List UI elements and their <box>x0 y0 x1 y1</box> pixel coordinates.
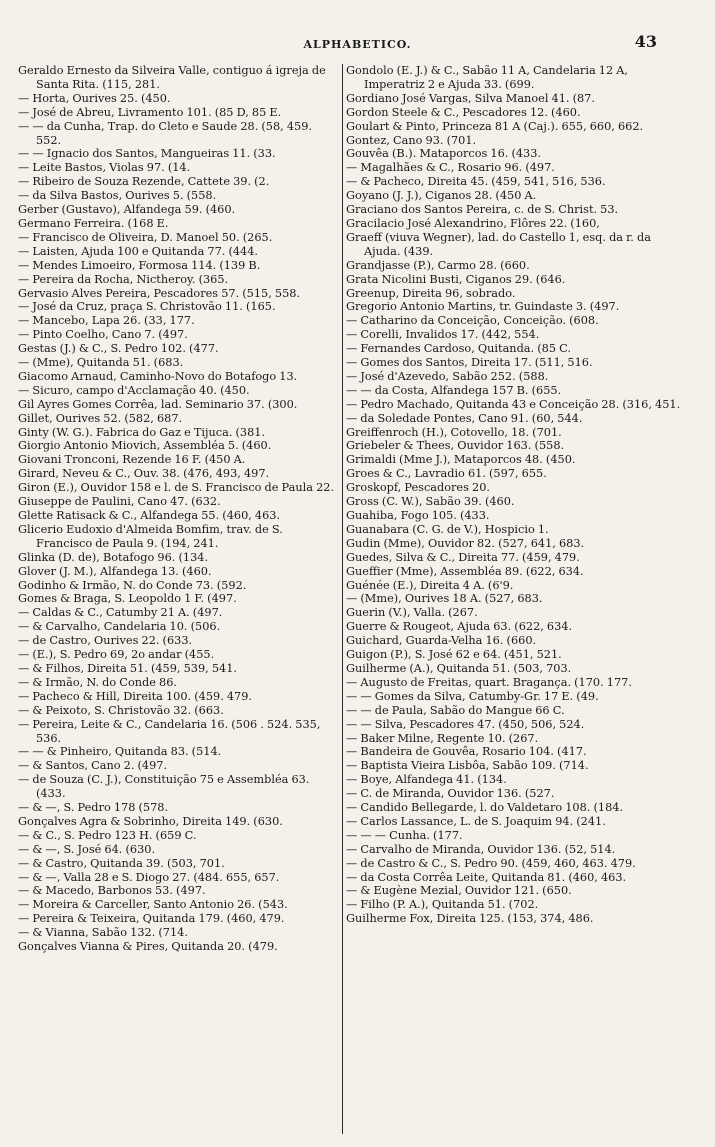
directory-entry: — — & Pinheiro, Quitanda 83. (514. <box>18 745 222 759</box>
directory-entry: Gonçalves Vianna & Pires, Quitanda 20. (479. <box>18 940 278 954</box>
directory-entry: Gondolo (E. J.) & C., Sabão 11 A, Candelaria 12 A, Imperatriz 2 e Ajuda 33. (699. <box>346 64 628 91</box>
directory-entry: — & —, S. Pedro 178 (578. <box>18 801 169 815</box>
directory-entry: Gil Ayres Gomes Corrêa, lad. Seminario 37. (300. <box>18 397 298 411</box>
directory-entry: Gomes & Braga, S. Leopoldo 1 F. (497. <box>18 592 237 606</box>
directory-entry: Goulart & Pinto, Princeza 81 A (Caj.). 655, 660, 662. <box>346 119 644 133</box>
directory-entry: Glicerio Eudoxio d'Almeida Bomfim, trav. de S. Francisco de Paula 9. (194, 241. <box>18 522 283 550</box>
directory-entry: — (Mme), Ourives 18 A. (527, 683. <box>346 592 543 606</box>
directory-entry: Glette Ratisack & C., Alfandega 55. (460, 463. <box>18 509 281 522</box>
directory-entry: — Bandeira de Gouvêa, Rosario 104. (417. <box>346 745 587 759</box>
directory-entry: — (Mme), Quitanda 51. (683. <box>18 356 184 370</box>
directory-entry: — Caldas & C., Catumby 21 A. (497. <box>18 606 223 620</box>
directory-entry: Graciano dos Santos Pereira, c. de S. Christ. 53. <box>346 203 619 217</box>
directory-entry: — Baker Milne, Regente 10. (267. <box>346 731 539 745</box>
directory-entry: Gudin (Mme), Ouvidor 82. (527, 641, 683. <box>346 536 585 550</box>
directory-entry: — & —, S. José 64. (630. <box>18 842 156 856</box>
directory-entry: — José d'Azevedo, Sabão 252. (588. <box>346 369 549 383</box>
directory-entry: — & Eugène Mezial, Ouvidor 121. (650. <box>346 884 572 898</box>
directory-entry: — Magalhães & C., Rosario 96. (497. <box>346 161 555 175</box>
page-header <box>0 32 715 56</box>
directory-entry: Gerber (Gustavo), Alfandega 59. (460. <box>18 203 236 217</box>
directory-entry: Guerin (V.), Valla. (267. <box>346 606 478 620</box>
directory-entry: — Fernandes Cardoso, Quitanda. (85 C. <box>346 342 571 356</box>
left-column <box>18 64 340 1144</box>
directory-entry: — Pereira, Leite & C., Candelaria 16. (506 . 524. 535, 536. <box>18 717 321 745</box>
directory-entry: Gillet, Ourives 52. (582, 687. <box>18 411 183 425</box>
directory-entry: — Ribeiro de Souza Rezende, Cattete 39. (2. <box>18 175 270 189</box>
directory-entry: — — da Cunha, Trap. do Cleto e Saude 28. (58, 459. 552. <box>18 119 313 147</box>
directory-entry: Gueffier (Mme), Assembléa 89. (622, 634. <box>346 564 584 578</box>
directory-entry: — Pereira & Teixeira, Quitanda 179. (460, 479. <box>18 912 285 926</box>
directory-entry: Guilherme (A.), Quitanda 51. (503, 703. <box>346 661 572 675</box>
directory-entry: Gordiano José Vargas, Silva Manoel 41. (87. <box>346 91 595 105</box>
directory-entry: — — da Costa, Alfandega 157 B. (655. <box>346 383 562 397</box>
directory-entry: — de Castro & C., S. Pedro 90. (459, 460, 463. 479. <box>346 856 636 870</box>
directory-entry: — Carlos Lassance, L. de S. Joaquim 94. (241. <box>346 814 606 828</box>
directory-entry: — José da Cruz, praça S. Christovão 11. (165. <box>18 300 276 314</box>
directory-entry: Gordon Steele & C., Pescadores 12. (460. <box>346 105 581 119</box>
directory-entry: — Boye, Alfandega 41. (134. <box>346 773 507 787</box>
directory-entry: Grandjasse (P.), Carmo 28. (660. <box>346 258 530 272</box>
directory-entry: — & Castro, Quitanda 39. (503, 701. <box>18 856 225 870</box>
directory-entry: — Francisco de Oliveira, D. Manoel 50. (265. <box>18 230 273 244</box>
directory-entry: — da Soledade Pontes, Cano 91. (60, 544. <box>346 411 583 425</box>
directory-entry: Girard, Neveu & C., Ouv. 38. (476, 493, 497. <box>18 467 270 481</box>
directory-entry: — Moreira & Carceller, Santo Antonio 26. (543. <box>18 898 288 912</box>
right-column <box>346 64 690 1144</box>
directory-entry: — Mendes Limoeiro, Formosa 114. (139 B. <box>18 258 261 272</box>
directory-entry: Gonçalves Agra & Sobrinho, Direita 149. (630. <box>18 814 283 828</box>
directory-entry: — & Filhos, Direita 51. (459, 539, 541. <box>18 661 237 675</box>
directory-entry: — Filho (P. A.), Quitanda 51. (702. <box>346 898 539 912</box>
directory-entry: Guedes, Silva & C., Direita 77. (459, 479. <box>346 550 580 564</box>
running-title: ALPHABETICO. <box>303 38 412 51</box>
directory-entry: — da Costa Corrêa Leite, Quitanda 81. (460, 463. <box>346 870 627 884</box>
directory-entry: Guigon (P.), S. José 62 e 64. (451, 521. <box>346 648 562 662</box>
directory-entry: Ginty (W. G.). Fabrica do Gaz e Tijuca. (381. <box>18 425 266 439</box>
directory-entry: — & Pacheco, Direita 45. (459, 541, 516, 536. <box>346 175 606 189</box>
directory-entry: — de Souza (C. J.), Constituição 75 e Assembléa 63. (433. <box>18 773 310 801</box>
directory-entry: Guilherme Fox, Direita 125. (153, 374, 486. <box>346 912 594 926</box>
directory-entry: Giovani Tronconi, Rezende 16 F. (450 A. <box>18 453 246 467</box>
directory-entry: — Candido Bellegarde, l. do Valdetaro 108. (184. <box>346 801 624 815</box>
directory-entry: Giacomo Arnaud, Caminho-Novo do Botafogo 13. <box>18 369 298 383</box>
directory-entry: Gregorio Antonio Martins, tr. Guindaste 3. (497. <box>346 300 620 314</box>
directory-entry: — Baptista Vieira Lisbôa, Sabão 109. (714. <box>346 759 589 773</box>
directory-entry: — Pereira da Rocha, Nictheroy. (365. <box>18 272 229 286</box>
directory-entry: — José de Abreu, Livramento 101. (85 D, 85 E. <box>18 105 282 119</box>
directory-entry: — (E.), S. Pedro 69, 2o andar (455. <box>18 648 215 662</box>
directory-entry: Geraldo Ernesto da Silveira Valle, contiguo á igreja de Santa Rita. (115, 281. <box>18 64 326 91</box>
directory-entry: — — de Paula, Sabão do Mangue 66 C. <box>346 703 565 717</box>
directory-entry: Glinka (D. de), Botafogo 96. (134. <box>18 550 209 564</box>
directory-entry: — & Macedo, Barbonos 53. (497. <box>18 884 206 898</box>
directory-entry: Guahiba, Fogo 105. (433. <box>346 509 490 522</box>
directory-entry: Gontez, Cano 93. (701. <box>346 133 477 147</box>
directory-entry: — & Carvalho, Candelaria 10. (506. <box>18 620 221 634</box>
directory-entry: — Laisten, Ajuda 100 e Quitanda 77. (444. <box>18 244 259 258</box>
directory-entry: — & Peixoto, S. Christovão 32. (663. <box>18 703 224 717</box>
directory-entry: Giorgio Antonio Miovich, Assembléa 5. (460. <box>18 439 272 453</box>
directory-entry: Giron (E.), Ouvidor 158 e l. de S. Francisco de Paula 22. <box>18 481 335 495</box>
directory-entry: Germano Ferreira. (168 E. <box>18 216 169 230</box>
directory-entry: — — Silva, Pescadores 47. (450, 506, 524. <box>346 717 585 731</box>
directory-entry: — Mancebo, Lapa 26. (33, 177. <box>18 314 195 328</box>
directory-entry: — & Vianna, Sabão 132. (714. <box>18 926 188 940</box>
directory-entry: — Pedro Machado, Quitanda 43 e Conceição 28. (316, 451. <box>346 397 681 411</box>
directory-entry: — Pinto Coelho, Cano 7. (497. <box>18 328 188 342</box>
directory-entry: — — — Cunha. (177. <box>346 828 463 842</box>
directory-entry: — & Santos, Cano 2. (497. <box>18 759 168 773</box>
directory-entry: Guerre & Rougeot, Ajuda 63. (622, 634. <box>346 620 573 634</box>
directory-entry: Gouvêa (B.). Mataporcos 16. (433. <box>346 147 542 161</box>
directory-entry: Glover (J. M.), Alfandega 13. (460. <box>18 564 212 578</box>
directory-entry: — Leite Bastos, Violas 97. (14. <box>18 161 191 175</box>
directory-entry: — & Irmão, N. do Conde 86. <box>18 675 177 689</box>
page-number: 43 <box>634 32 657 51</box>
column-divider <box>342 64 343 1134</box>
directory-entry: Guichard, Guarda-Velha 16. (660. <box>346 634 537 648</box>
directory-entry: Greenup, Direita 96, sobrado. <box>346 286 516 300</box>
directory-entry: Guanabara (C. G. de V.), Hospicio 1. <box>346 522 549 536</box>
directory-entry: — & —, Valla 28 e S. Diogo 27. (484. 655, 657. <box>18 870 280 884</box>
directory-entry: Guénée (E.), Direita 4 A. (6'9. <box>346 578 514 592</box>
directory-entry: — Horta, Ourives 25. (450. <box>18 91 171 105</box>
directory-entry: Goyano (J. J.), Ciganos 28. (450 A. <box>346 189 537 203</box>
directory-entry: Groskopf, Pescadores 20. <box>346 481 490 495</box>
directory-entry: Gestas (J.) & C., S. Pedro 102. (477. <box>18 342 219 356</box>
directory-entry: Gross (C. W.), Sabão 39. (460. <box>346 495 515 509</box>
directory-entry: — & C., S. Pedro 123 H. (659 C. <box>18 828 197 842</box>
directory-entry: — Sicuro, campo d'Acclamação 40. (450. <box>18 383 250 397</box>
directory-entry: — da Silva Bastos, Ourives 5. (558. <box>18 189 217 203</box>
directory-entry: Grata Nicolini Busti, Ciganos 29. (646. <box>346 272 566 286</box>
directory-entry: — — Gomes da Silva, Catumby-Gr. 17 E. (49. <box>346 689 599 703</box>
directory-entry: — — Ignacio dos Santos, Mangueiras 11. (33. <box>18 147 276 161</box>
directory-entry: — Augusto de Freitas, quart. Bragança. (170. 177. <box>346 675 632 689</box>
directory-entry: — de Castro, Ourives 22. (633. <box>18 634 193 648</box>
directory-entry: Griebeler & Thees, Ouvidor 163. (558. <box>346 439 565 453</box>
directory-entry: Gracilacio José Alexandrino, Flôres 22. (160, <box>346 216 600 230</box>
directory-entry: Gervasio Alves Pereira, Pescadores 57. (515, 558. <box>18 286 301 300</box>
directory-entry: — C. de Miranda, Ouvidor 136. (527. <box>346 787 555 801</box>
directory-entry: Graeff (viuva Wegner), lad. do Castello 1, esq. da r. da Ajuda. (439. <box>346 230 651 258</box>
directory-entry: Grimaldi (Mme J.), Mataporcos 48. (450. <box>346 453 576 467</box>
directory-entry: Groes & C., Lavradio 61. (597, 655. <box>346 467 547 481</box>
directory-entry: Giuseppe de Paulini, Cano 47. (632. <box>18 495 221 509</box>
directory-entry: — Catharino da Conceição, Conceição. (608. <box>346 314 599 328</box>
directory-entry: Godinho & Irmão, N. do Conde 73. (592. <box>18 578 247 592</box>
directory-entry: — Gomes dos Santos, Direita 17. (511, 516. <box>346 356 593 370</box>
directory-entry: — Pacheco & Hill, Direita 100. (459. 479. <box>18 689 253 703</box>
directory-entry: — Carvalho de Miranda, Ouvidor 136. (52, 514. <box>346 842 616 856</box>
directory-entry: Greiffenroch (H.), Cotovello, 18. (701. <box>346 425 562 439</box>
directory-entry: — Corelli, Invalidos 17. (442, 554. <box>346 328 540 342</box>
